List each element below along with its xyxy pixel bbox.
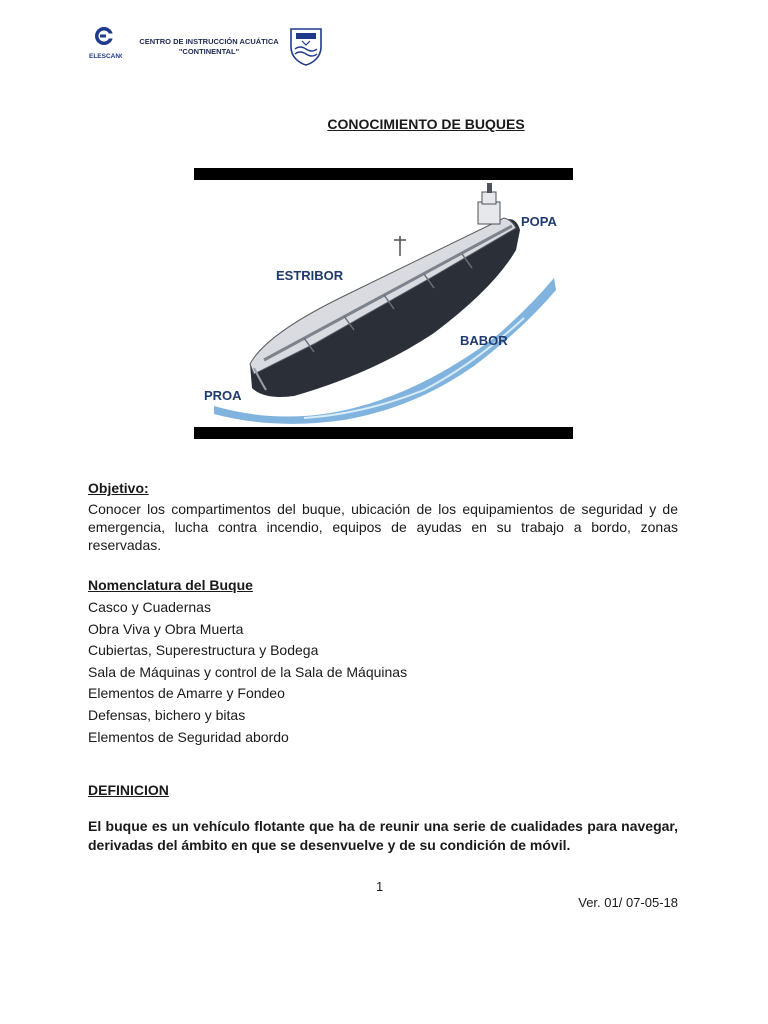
frame-bar-top (194, 168, 573, 180)
left-logo-text: ELESCANO (89, 53, 122, 60)
list-item: Elementos de Seguridad abordo (88, 728, 289, 745)
label-babor: BABOR (460, 333, 508, 348)
page-number: 1 (376, 879, 384, 894)
list-item: Sala de Máquinas y control de la Sala de Máquinas (88, 663, 408, 680)
nomenclatura-list (88, 597, 407, 748)
institution-seal-logo (287, 25, 325, 67)
ship-diagram (194, 168, 573, 439)
elcano-logo (88, 24, 122, 64)
objetivo-text: Conocer los compartimentos del buque, ubicación de los equipamientos de seguridad y de emergencia, lucha contra incendio, equipos de ayudas en su trabajo a bordo, zonas reservadas. (88, 501, 678, 553)
institution-line-1: CENTRO DE INSTRUCCIÓN ACUÁTICA (139, 37, 279, 46)
document-header (88, 24, 328, 72)
list-item: Defensas, bichero y bitas (88, 706, 246, 723)
list-item: Cubiertas, Superestructura y Bodega (88, 642, 319, 659)
label-popa: POPA (521, 214, 557, 229)
institution-name (124, 37, 294, 57)
frame-bar-bottom (194, 427, 573, 439)
label-proa: PROA (204, 388, 242, 403)
version-label: Ver. 01/ 07-05-18 (578, 895, 678, 910)
list-item: Casco y Cuadernas (88, 599, 211, 615)
nomenclatura-heading: Nomenclatura del Buque (88, 577, 253, 593)
definicion-heading: DEFINICION (88, 782, 169, 798)
document-title: CONOCIMIENTO DE BUQUES (327, 116, 525, 132)
list-item: Obra Viva y Obra Muerta (88, 620, 244, 637)
superstructure (478, 202, 500, 224)
objetivo-heading: Objetivo: (88, 480, 149, 496)
label-estribor: ESTRIBOR (276, 268, 344, 283)
institution-line-2: "CONTINENTAL" (178, 47, 240, 56)
definicion-text: El buque es un vehículo flotante que ha de reunir una serie de cualidades para navegar, derivadas del ámbito en que se desenvuelve y de su condición de móvil. (88, 818, 678, 853)
list-item: Elementos de Amarre y Fondeo (88, 685, 285, 702)
